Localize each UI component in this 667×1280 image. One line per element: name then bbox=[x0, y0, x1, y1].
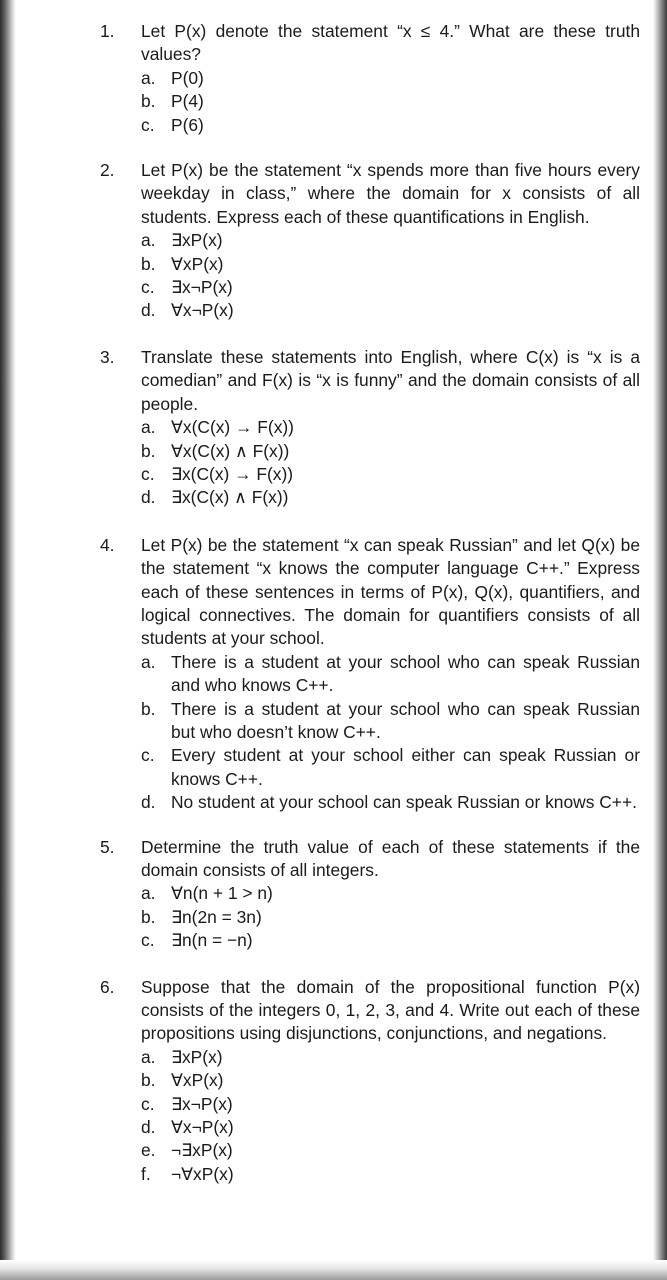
option-text: ∃xP(x) bbox=[171, 1046, 223, 1067]
option-text: ∀x¬P(x) bbox=[171, 300, 234, 321]
problem-list bbox=[100, 20, 640, 1186]
problem-stem: Let P(x) be the statement “x can speak Russian” and let Q(x) be the statement “x knows the computer language C++.” Express each of these sentences in terms of P(x), Q(x), quantifiers, and logical connectives. The domain for quantifiers consists of all students at your school. bbox=[141, 534, 640, 649]
problem-number: 3. bbox=[100, 346, 115, 367]
option-letter: b. bbox=[141, 91, 156, 112]
option-c bbox=[141, 276, 640, 299]
option-text: ∃x(C(x) → F(x)) bbox=[171, 463, 294, 484]
option-letter: b. bbox=[141, 1070, 156, 1091]
option-letter: e. bbox=[141, 1140, 156, 1161]
photo-right-edge-shadow bbox=[653, 0, 667, 1280]
problem-stem: Let P(x) denote the statement “x ≤ 4.” What are these truth values? bbox=[141, 21, 640, 65]
option-b bbox=[141, 906, 640, 929]
option-text: ¬∃xP(x) bbox=[171, 1140, 233, 1161]
option-c bbox=[141, 929, 640, 952]
problem-1 bbox=[100, 20, 640, 137]
option-letter: d. bbox=[141, 300, 156, 321]
option-text: ∀x(C(x) → F(x)) bbox=[171, 417, 294, 438]
option-text: P(6) bbox=[171, 114, 204, 135]
option-b bbox=[141, 1069, 640, 1092]
option-text: ∀xP(x) bbox=[171, 253, 224, 274]
option-c bbox=[141, 114, 640, 137]
option-e bbox=[141, 1139, 640, 1162]
option-f bbox=[141, 1163, 640, 1186]
option-text: P(4) bbox=[171, 91, 204, 112]
option-letter: a. bbox=[141, 883, 156, 904]
option-letter: d. bbox=[141, 487, 156, 508]
option-b bbox=[141, 90, 640, 113]
problem-number: 2. bbox=[100, 160, 115, 181]
problem-stem: Determine the truth value of each of these statements if the domain consists of all integers. bbox=[141, 836, 640, 880]
option-text: ∃x¬P(x) bbox=[171, 1093, 233, 1114]
option-letter: c. bbox=[141, 930, 155, 951]
option-letter: b. bbox=[141, 906, 156, 927]
option-letter: a. bbox=[141, 1046, 156, 1067]
option-b bbox=[141, 440, 640, 463]
option-letter: c. bbox=[141, 277, 155, 298]
problem-5 bbox=[100, 836, 640, 953]
problem-number: 6. bbox=[100, 976, 115, 997]
option-b bbox=[141, 698, 640, 745]
problem-number: 5. bbox=[100, 836, 115, 857]
option-a bbox=[141, 229, 640, 252]
problem-4 bbox=[100, 534, 640, 815]
option-letter: f. bbox=[141, 1163, 151, 1184]
option-letter: a. bbox=[141, 67, 156, 88]
option-letter: d. bbox=[141, 1117, 156, 1138]
problem-number: 1. bbox=[100, 21, 115, 41]
option-a bbox=[141, 1046, 640, 1069]
option-letter: d. bbox=[141, 792, 156, 813]
option-d bbox=[141, 299, 640, 322]
option-text: ∃n(n = −n) bbox=[171, 930, 253, 951]
problem-3 bbox=[100, 346, 640, 510]
option-text: ∀x¬P(x) bbox=[171, 1117, 234, 1138]
option-letter: a. bbox=[141, 651, 156, 672]
option-text: ∃n(2n = 3n) bbox=[171, 906, 262, 927]
problem-stem: Translate these statements into English, where C(x) is “x is a comedian” and F(x) is “x is funny” and the domain consists of all people. bbox=[141, 346, 640, 414]
option-letter: c. bbox=[141, 1093, 155, 1114]
option-text: ∃x¬P(x) bbox=[171, 277, 233, 298]
option-text: No student at your school can speak Russian or knows C++. bbox=[171, 792, 637, 813]
option-c bbox=[141, 463, 640, 486]
option-text: ∀xP(x) bbox=[171, 1070, 224, 1091]
problem-stem: Suppose that the domain of the propositional function P(x) consists of the integers 0, 1, 2, 3, and 4. Write out each of these propositions using disjunctions, conjunctions, and negations. bbox=[141, 976, 640, 1044]
option-a bbox=[141, 882, 640, 905]
option-text: P(0) bbox=[171, 67, 204, 88]
option-d bbox=[141, 1116, 640, 1139]
photo-bottom-edge-shadow bbox=[0, 1260, 667, 1280]
option-a bbox=[141, 416, 640, 439]
option-c bbox=[141, 1093, 640, 1116]
option-text: There is a student at your school who can speak Russian and who knows C++. bbox=[171, 651, 640, 696]
option-a bbox=[141, 67, 640, 90]
option-letter: b. bbox=[141, 440, 156, 461]
option-text: ∀n(n + 1 > n) bbox=[171, 883, 273, 904]
option-text: ∀x(C(x) ∧ F(x)) bbox=[171, 440, 290, 461]
option-c bbox=[141, 744, 640, 791]
problem-number: 4. bbox=[100, 534, 115, 555]
option-letter: a. bbox=[141, 230, 156, 251]
option-letter: c. bbox=[141, 463, 155, 484]
problem-2 bbox=[100, 159, 640, 323]
option-letter: b. bbox=[141, 253, 156, 274]
option-a bbox=[141, 651, 640, 698]
option-d bbox=[141, 486, 640, 509]
option-letter: c. bbox=[141, 114, 155, 135]
option-text: ∃x(C(x) ∧ F(x)) bbox=[171, 487, 289, 508]
option-text: Every student at your school either can speak Russian or knows C++. bbox=[171, 745, 640, 789]
option-letter: c. bbox=[141, 745, 155, 766]
problem-stem: Let P(x) be the statement “x spends more than five hours every weekday in class,” where the domain for x consists of all students. Express each of these quantifications in English. bbox=[141, 160, 640, 227]
problem-6 bbox=[100, 976, 640, 1187]
option-d bbox=[141, 791, 640, 814]
photo-left-edge-shadow bbox=[0, 0, 16, 1280]
option-letter: b. bbox=[141, 698, 156, 719]
option-text: There is a student at your school who can speak Russian but who doesn’t know C++. bbox=[171, 698, 640, 742]
option-text: ¬∀xP(x) bbox=[171, 1163, 234, 1184]
option-b bbox=[141, 253, 640, 276]
option-letter: a. bbox=[141, 417, 156, 438]
option-text: ∃xP(x) bbox=[171, 230, 223, 251]
